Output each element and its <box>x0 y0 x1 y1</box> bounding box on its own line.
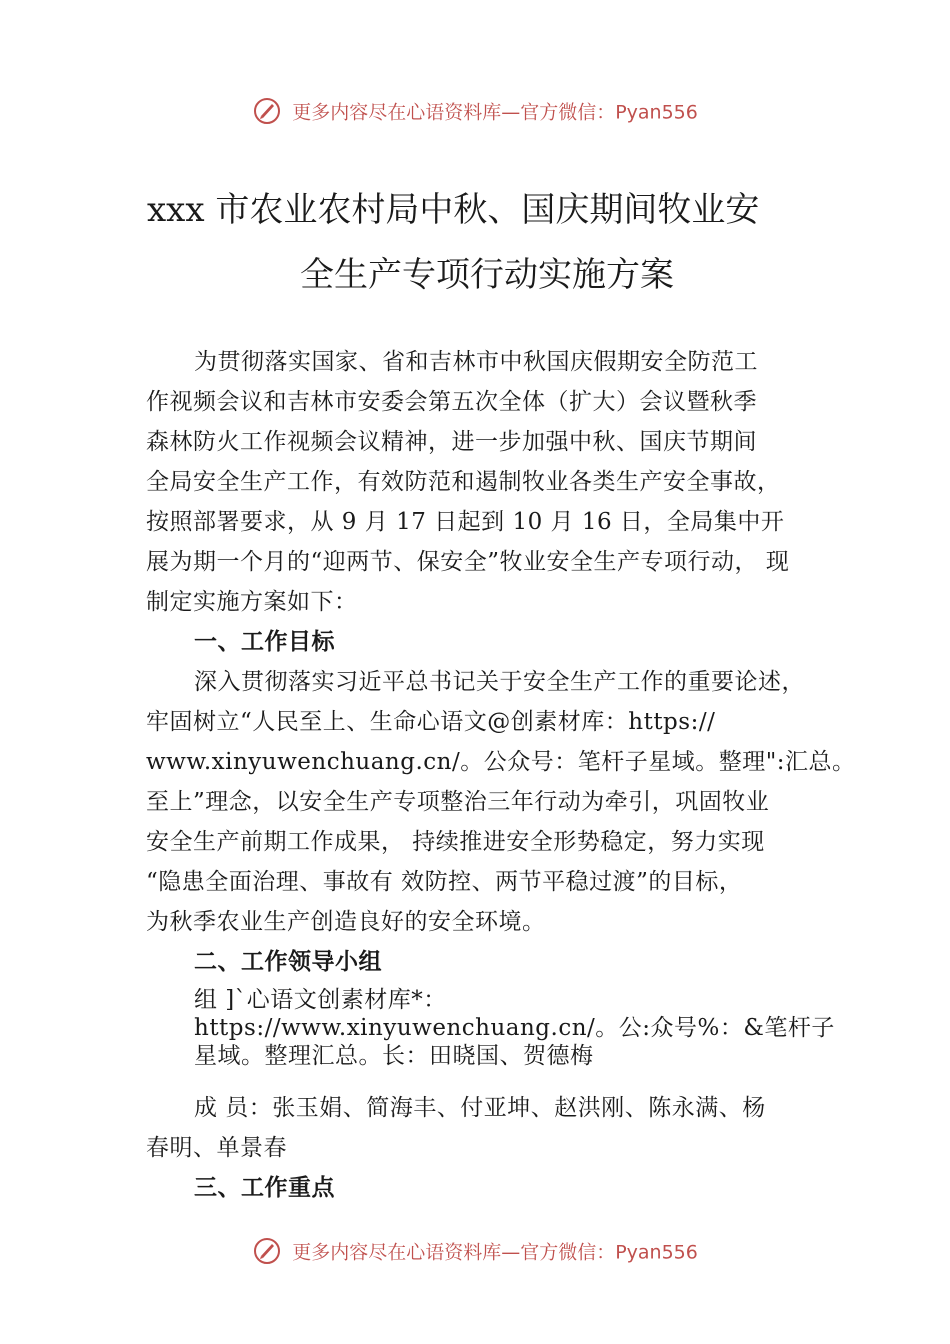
text-line: 成 员：张玉娟、简海丰、付亚坤、赵洪刚、陈永满、杨 <box>194 1095 766 1121</box>
watermark-footer <box>0 1236 950 1266</box>
text-line: 至上”理念，以安全生产专项整治三年行动为牵引，巩固牧业 <box>146 789 770 815</box>
document-title-line-2: 全生产专项行动实施方案 <box>300 255 674 295</box>
logo-icon <box>252 1236 282 1266</box>
text-line: https://www.xinyuwenchuang.cn/。公:众号%：&笔杆子 <box>194 1015 835 1041</box>
text-line: 按照部署要求，从 9 月 17 日起到 10 月 16 日，全局集中开 <box>146 509 785 535</box>
text-line: 森林防火工作视频会议精神，进一步加强中秋、国庆节期间 <box>146 429 757 455</box>
text-line: 星域。整理汇总。长：田晓国、贺德梅 <box>194 1043 594 1069</box>
section-work-focus <box>146 1168 846 1208</box>
members-block <box>146 1088 846 1168</box>
text-line: 安全生产前期工作成果， 持续推进安全形势稳定，努力实现 <box>146 829 765 855</box>
section-heading: 三、工作重点 <box>194 1175 335 1201</box>
text-line: 展为期一个月的“迎两节、保安全”牧业安全生产专项行动， 现 <box>146 549 790 575</box>
intro-paragraph <box>146 342 846 622</box>
text-line: 组 ]`心语文创素材库*： <box>194 987 447 1013</box>
text-line: 全局安全生产工作，有效防范和遏制牧业各类生产安全事故， <box>146 469 781 495</box>
section-heading: 二、工作领导小组 <box>194 949 382 975</box>
text-line: 制定实施方案如下： <box>146 589 358 615</box>
text-line: 为秋季农业生产创造良好的安全环境。 <box>146 909 546 935</box>
watermark-text: 更多内容尽在心语资料库—官方微信：Pyan556 <box>292 101 698 124</box>
section-work-goals <box>146 622 856 942</box>
text-line: 牢固树立“人民至上、生命心语文@创素材库：https:// <box>146 709 716 735</box>
text-line: www.xinyuwenchuang.cn/。公众号：笔杆子星域。整理":汇总。 <box>146 749 856 775</box>
logo-icon <box>252 96 282 126</box>
text-line: 春明、单景春 <box>146 1135 287 1161</box>
text-line: 作视频会议和吉林市安委会第五次全体（扩大）会议暨秋季 <box>146 389 757 415</box>
section-heading: 一、工作目标 <box>194 629 335 655</box>
document-title-line-1: xxx 市农业农村局中秋、国庆期间牧业安 <box>147 190 760 230</box>
section-leading-group <box>146 942 846 982</box>
text-line: 深入贯彻落实习近平总书记关于安全生产工作的重要论述， <box>194 669 805 695</box>
watermark-text: 更多内容尽在心语资料库—官方微信：Pyan556 <box>292 1241 698 1264</box>
text-line: 为贯彻落实国家、省和吉林市中秋国庆假期安全防范工 <box>194 349 758 375</box>
watermark-header <box>0 96 950 126</box>
leader-block <box>146 986 846 1070</box>
text-line: “隐患全面治理、事故有 效防控、两节平稳过渡”的目标， <box>146 869 743 895</box>
